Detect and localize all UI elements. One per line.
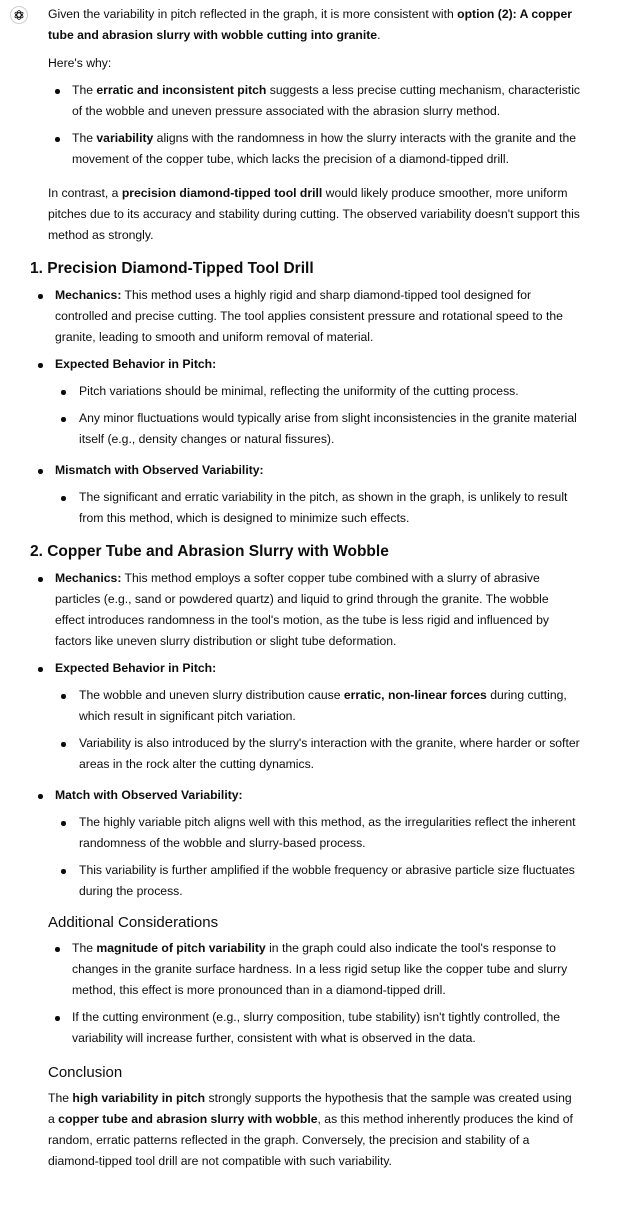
bold-text: erratic, non-linear forces xyxy=(343,688,487,702)
openai-logo-icon xyxy=(13,9,25,21)
list-item xyxy=(48,1007,580,1049)
sub-list xyxy=(55,812,580,902)
sub-list xyxy=(55,381,580,450)
contrast-paragraph xyxy=(48,183,580,246)
sub-list xyxy=(55,487,580,529)
conclusion-heading: Conclusion xyxy=(48,1064,123,1081)
section-2-list xyxy=(32,568,580,902)
text-run: strongly supports the hypothesis that the sample was created using a xyxy=(48,1091,572,1126)
sub-list-item xyxy=(55,860,580,902)
bold-text: precision diamond-tipped tool drill xyxy=(121,186,323,200)
bold-text: erratic and inconsistent pitch xyxy=(96,83,267,97)
list-item xyxy=(32,285,580,348)
intro-paragraph xyxy=(48,4,580,46)
text-run: The wobble and uneven slurry distribution cause xyxy=(79,688,344,702)
bold-text: Mechanics: xyxy=(55,288,122,302)
text-run: would likely produce smoother, more uniform pitches due to its accuracy and stability during cutting. The observed variability doesn't support this method as strongly. xyxy=(48,186,580,242)
conclusion-paragraph xyxy=(48,1088,580,1172)
list-item xyxy=(48,80,580,122)
bold-text: Expected Behavior in Pitch: xyxy=(55,357,217,371)
sub-list xyxy=(55,685,580,775)
sub-list-item xyxy=(55,487,580,529)
text-run: In contrast, a xyxy=(48,186,122,200)
list-item xyxy=(32,568,580,652)
assistant-avatar xyxy=(10,6,28,24)
text-run: in the graph could also indicate the tool's response to changes in the granite surface hardness. In a less rigid setup like the copper tube and slurry method, this effect is more pronounced than in a diamond-tipped drill. xyxy=(72,941,568,997)
section-2-heading: 2. Copper Tube and Abrasion Slurry with Wobble xyxy=(30,543,389,560)
additional-considerations-list xyxy=(48,938,580,1049)
list-item-text xyxy=(55,658,580,679)
bold-text: high variability in pitch xyxy=(72,1091,206,1105)
text-run: The highly variable pitch aligns well with this method, as the irregularities reflect the inherent randomness of the wobble and slurry-based process. xyxy=(79,815,576,850)
bold-text: Match with Observed Variability: xyxy=(55,788,243,802)
text-run: The xyxy=(72,941,97,955)
text-run: aligns with the randomness in how the slurry interacts with the granite and the movement of the copper tube, which lacks the precision of a diamond-tipped drill. xyxy=(72,131,577,166)
text-run: Pitch variations should be minimal, reflecting the uniformity of the cutting process. xyxy=(79,384,519,398)
text-run: The significant and erratic variability in the pitch, as shown in the graph, is unlikely to result from this method, which is designed to minimize such effects. xyxy=(79,490,568,525)
sub-list-item xyxy=(55,733,580,775)
bold-text: Expected Behavior in Pitch: xyxy=(55,661,217,675)
text-run: The xyxy=(72,83,97,97)
heres-why-paragraph xyxy=(48,53,580,74)
sub-list-item xyxy=(55,812,580,854)
text-run: . xyxy=(377,28,381,42)
list-item-text xyxy=(55,568,580,652)
list-item-text xyxy=(55,460,580,481)
list-item xyxy=(32,460,580,529)
text-run: Given the variability in pitch reflected in the graph, it is more consistent with xyxy=(48,7,458,21)
text-run: This variability is further amplified if the wobble frequency or abrasive particle size fluctuates during the process. xyxy=(79,863,575,898)
bold-text: magnitude of pitch variability xyxy=(96,941,266,955)
list-item xyxy=(32,658,580,775)
text-run: This method uses a highly rigid and sharp diamond-tipped tool designed for controlled and precise cutting. The tool applies consistent pressure and rotational speed to the granite, leading to smooth and uniform removal of material. xyxy=(55,288,563,344)
list-item xyxy=(48,938,580,1001)
sub-list-item xyxy=(55,685,580,727)
text-run: The xyxy=(72,131,97,145)
text-run: Here's why: xyxy=(48,56,112,70)
text-run: The xyxy=(48,1091,73,1105)
intro-bullet-list xyxy=(48,80,580,170)
section-1-heading: 1. Precision Diamond-Tipped Tool Drill xyxy=(30,260,314,277)
assistant-message xyxy=(30,4,580,1179)
text-run: suggests a less precise cutting mechanism, characteristic of the wobble and uneven pressure associated with the abrasion slurry method. xyxy=(72,83,580,118)
list-item-text xyxy=(55,785,580,806)
text-run: during cutting, which result in significant pitch variation. xyxy=(79,688,567,723)
text-run: If the cutting environment (e.g., slurry composition, tube stability) isn't tightly controlled, the variability will increase further, consistent with what is observed in the data. xyxy=(72,1010,561,1045)
sub-list-item xyxy=(55,408,580,450)
text-run: Any minor fluctuations would typically arise from slight inconsistencies in the granite material itself (e.g., density changes or natural fissures). xyxy=(79,411,577,446)
list-item-text xyxy=(55,354,580,375)
bold-text: variability xyxy=(96,131,154,145)
text-run: Variability is also introduced by the slurry's interaction with the granite, where harder or softer areas in the rock alter the cutting dynamics. xyxy=(79,736,580,771)
section-1-list xyxy=(32,285,580,529)
list-item xyxy=(32,354,580,450)
additional-considerations-heading: Additional Considerations xyxy=(48,914,219,931)
sub-list-item xyxy=(55,381,580,402)
list-item xyxy=(48,128,580,170)
text-run: , as this method inherently produces the kind of random, erratic patterns reflected in the graph. Conversely, the precision and stability of a diamond-tipped tool drill are not compatible with such variability. xyxy=(48,1112,573,1168)
bold-text: option (2): A copper tube and abrasion slurry with wobble cutting into granite xyxy=(48,7,573,42)
bold-text: Mechanics: xyxy=(55,571,122,585)
list-item-text xyxy=(55,285,580,348)
list-item xyxy=(32,785,580,902)
bold-text: copper tube and abrasion slurry with wobble xyxy=(58,1112,318,1126)
bold-text: Mismatch with Observed Variability: xyxy=(55,463,264,477)
text-run: This method employs a softer copper tube combined with a slurry of abrasive particles (e.g., sand or powdered quartz) and liquid to grind through the granite. The wobble effect introduces randomness in the tool's motion, as the tube is less rigid and influenced by factors like uneven slurry distribution or slight tube deformation. xyxy=(55,571,549,648)
